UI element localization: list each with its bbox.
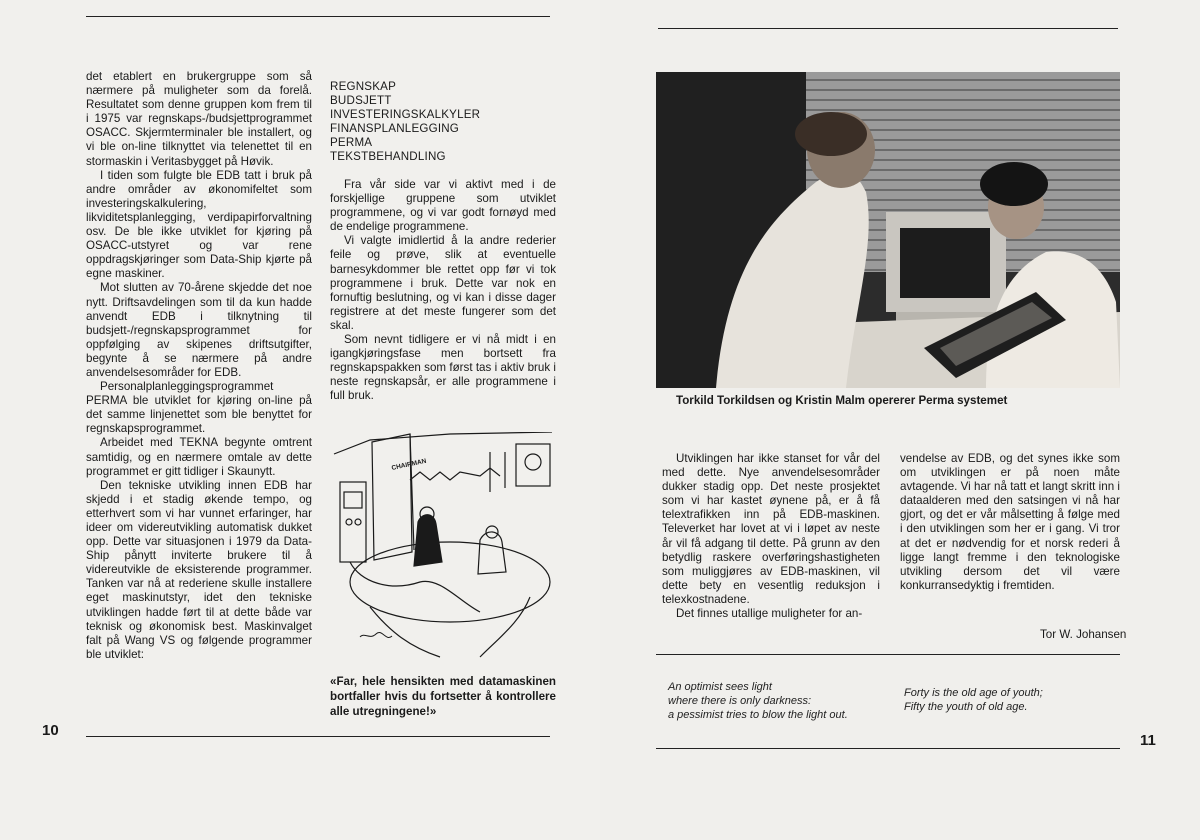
paragraph: I tiden som fulgte ble EDB tatt i bruk på andre områder av økonomifeltet som investeringskalkulering, likviditetsplanlegging, verdipapirforvaltning osv. De ble ikke utviklet for kjøring på OSACC-utstyret og var rene oppdragskjøringer som Data-Ship kjørte på egne maskiner. <box>86 168 312 281</box>
paragraph: Arbeidet med TEKNA begynte omtrent samtidig, og en nærmere omtale av dette programmet er gitt tidliger i Skaunytt. <box>86 436 312 478</box>
top-rule <box>86 16 550 17</box>
page-number: 11 <box>1140 732 1156 749</box>
list-item: TEKSTBEHANDLING <box>330 150 446 164</box>
author-signature: Tor W. Johansen <box>1040 628 1127 641</box>
quote-line: Fifty the youth of old age. <box>904 701 1028 713</box>
paragraph: Det finnes utallige muligheter for an- <box>676 607 863 621</box>
quote-line: An optimist sees light <box>668 681 772 693</box>
quote-forty <box>904 686 1043 714</box>
left-column-2 <box>330 178 556 404</box>
right-column-1 <box>662 452 880 621</box>
top-rule <box>658 28 1118 29</box>
cartoon-caption: «Far, hele hensikten med datamaskinen bortfaller hvis du fortsetter å kontrollere alle utregningene!» <box>330 675 556 718</box>
paragraph: Utviklingen har ikke stanset for vår del med dette. Nye anvendelsesområder dukker stadig opp. Det neste prosjektet som vi har kastet øynene på, er å få telextrafikken inn på EDB-maskinen. Televerket har lovet at vi i løpet av neste år vil få adgang til dette. På grunn av den betydlig raskere overføringshastigheten som muliggjøres av EDB-maskinen, vil dette bety en vesentlig reduksjon i telexkostnadene. <box>662 452 880 606</box>
cartoon-door-label: CHAIRMAN <box>390 457 428 472</box>
list-item: FINANSPLANLEGGING <box>330 122 460 136</box>
quote-line: Forty is the old age of youth; <box>904 687 1043 699</box>
left-column-1 <box>86 70 312 662</box>
bottom-rule <box>656 748 1120 749</box>
quote-line: where there is only darkness: <box>668 695 812 707</box>
quote-line: a pessimist tries to blow the light out. <box>668 709 848 721</box>
list-item: INVESTERINGSKALKYLER <box>330 108 481 122</box>
paragraph: Den tekniske utvikling innen EDB har skjedd i et stadig økende tempo, og etterhvert som vi har vunnet erfaringer, har ideer om videreutvikling automatisk dukket opp. Dette var situasjonen i 1979 da Data-Ship pånytt inviterte brukere til å videreutvikle de eksisterende programmer. Tanken var nå at rederiene skulle installere eget maskinutstyr, idet den tekniske utviklingen hadde ført til at dette både var teknisk og økonomisk best. Maskinvalget falt på Wang VS og følgende programmer ble utviklet: <box>86 478 312 661</box>
list-item: BUDSJETT <box>330 94 392 108</box>
list-item: REGNSKAP <box>330 80 397 93</box>
program-list <box>330 80 560 165</box>
cartoon-illustration <box>330 432 556 667</box>
right-column-2 <box>900 452 1120 593</box>
bottom-rule <box>86 736 550 737</box>
artist-signature <box>360 632 392 637</box>
photo <box>656 72 1120 388</box>
quote-top-rule <box>656 654 1120 655</box>
paragraph: vendelse av EDB, og det synes ikke som om utviklingen er på noen måte avtagende. Vi har nå tatt et langt skritt inn i dataalderen med den satsingen vi nå har gjort, og det er vår målsetting å følge med i den utviklingen som her er i gang. Vi tror at det er nødvendig for et norsk rederi å ligge langt fremme i den teknologiske utvikling dersom det vil være konkurransedyktig i fremtiden. <box>900 452 1120 592</box>
paragraph: Vi valgte imidlertid å la andre rederier feile og prøve, slik at eventuelle barnesykdommer ble rettet opp før vi tok programmene i bruk. Dette var nok en fornuftig beslutning, og vi kan i disse dager registrere at det meste fungerer som det skal. <box>330 234 556 332</box>
quote-optimist <box>668 680 848 722</box>
paragraph: Mot slutten av 70-årene skjedde det noe nytt. Driftsavdelingen som til da kun hadde anvendt EDB i tilknytning til budsjett-/regnskapsprogrammet for oppfølging av skipenes driftsutgifter, begynte å se nærmere på andre anvendelsesområder for EDB. <box>86 281 312 379</box>
photo-caption: Torkild Torkildsen og Kristin Malm opererer Perma systemet <box>676 394 1008 407</box>
list-item: PERMA <box>330 136 373 150</box>
page-number: 10 <box>42 722 59 739</box>
paragraph: Fra vår side var vi aktivt med i de forskjellige gruppene som utviklet programmene, og vi var godt fornøyd med de endelige programmene. <box>330 178 556 234</box>
paragraph: Personalplanleggingsprogrammet PERMA ble utviklet for kjøring on-line på det samme linjenettet som ble benyttet for regnskapsprogrammet. <box>86 380 312 436</box>
paragraph: det etablert en brukergruppe som så nærmere på muligheter som da forelå. Resultatet som denne gruppen kom frem til i 1975 var regnskaps-/budsjettprogrammet OSACC. Skjermterminaler ble installert, og vi ble on-line tilknyttet via telenettet til en stormaskin i Veritasbygget på Høvik. <box>86 70 312 168</box>
paragraph: Som nevnt tidligere er vi nå midt i en igangkjøringsfase men bortsett fra regnskapspakken som først tas i aktiv bruk i neste regnskapsår, er alle programmene i full bruk. <box>330 333 556 403</box>
